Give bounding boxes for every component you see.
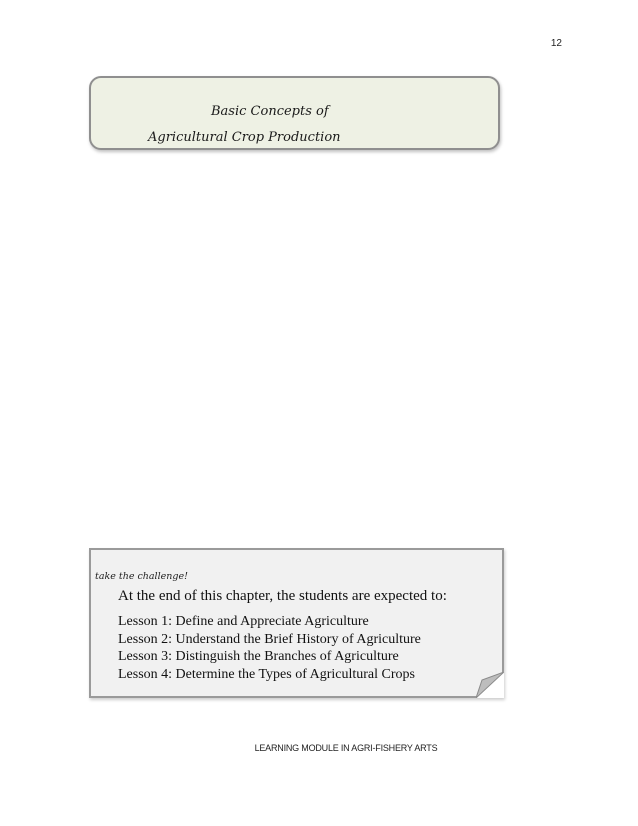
chapter-title-line2: Agricultural Crop Production <box>148 130 341 145</box>
footer-text: LEARNING MODULE IN AGRI-FISHERY ARTS <box>254 743 438 753</box>
chapter-title-box <box>89 76 500 150</box>
chapter-title-line1: Basic Concepts of <box>211 104 329 119</box>
page-number: 12 <box>550 38 562 49</box>
objectives-intro: At the end of this chapter, the students are expected to: <box>118 588 447 604</box>
lesson-list <box>118 613 421 683</box>
lesson-item: Lesson 1: Define and Appreciate Agriculture <box>118 614 369 629</box>
lesson-item: Lesson 3: Distinguish the Branches of Agriculture <box>118 649 399 664</box>
lesson-item: Lesson 2: Understand the Brief History of Agriculture <box>118 631 421 647</box>
lesson-item: Lesson 4: Determine the Types of Agricultural Crops <box>118 666 415 682</box>
page-curl-icon <box>476 672 504 698</box>
footer <box>0 743 638 753</box>
challenge-label: take the challenge! <box>95 571 188 582</box>
